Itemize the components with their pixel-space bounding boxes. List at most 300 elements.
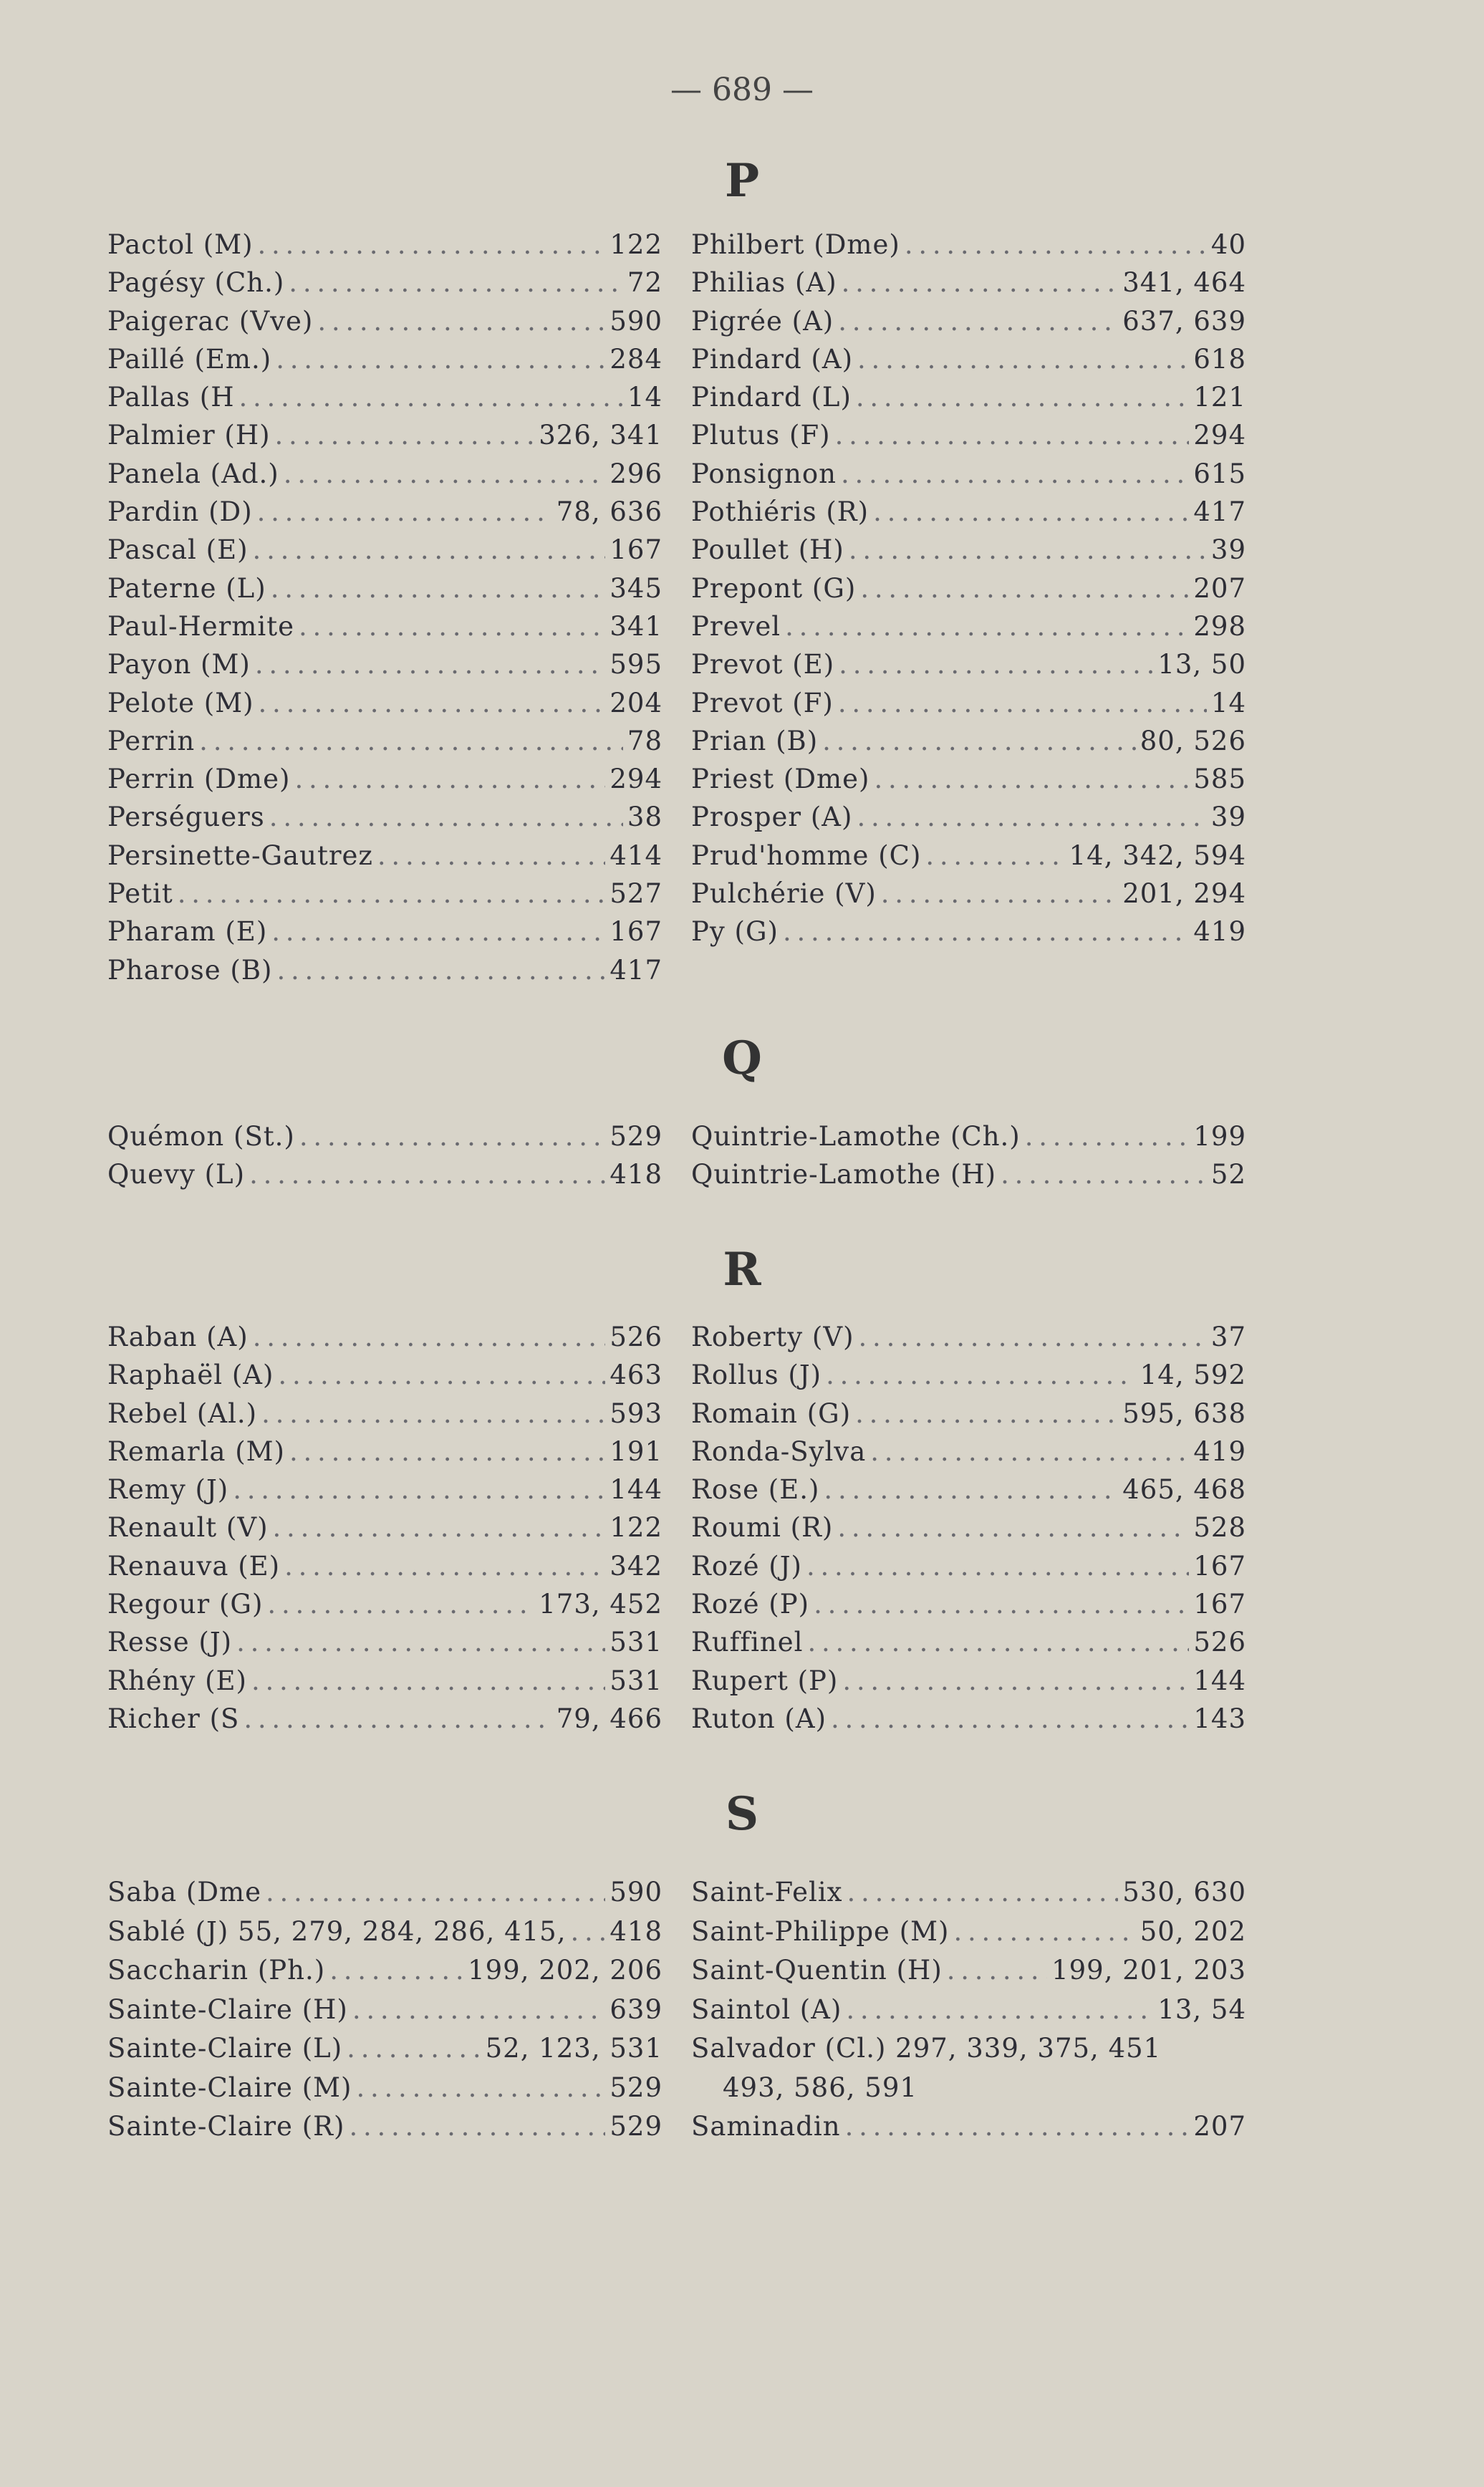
section-letter-r: R bbox=[723, 1243, 761, 1297]
index-entry bbox=[691, 458, 1246, 496]
entry-pages: 50, 202 bbox=[1140, 1915, 1246, 1947]
index-entry bbox=[691, 382, 1246, 420]
section-r bbox=[107, 1322, 1246, 1741]
leader-dots bbox=[947, 1955, 1047, 1986]
entry-pages: 618 bbox=[1193, 343, 1246, 375]
entry-name: Saint-Philippe (M) bbox=[691, 1915, 950, 1947]
entry-pages: 294 bbox=[1193, 420, 1246, 451]
entry-pages: 199, 201, 203 bbox=[1051, 1955, 1246, 1986]
leader-dots bbox=[275, 420, 535, 451]
index-entry bbox=[691, 573, 1246, 611]
leader-dots bbox=[842, 1665, 1189, 1696]
entry-pages: 39 bbox=[1210, 802, 1246, 833]
index-entry bbox=[691, 2072, 1246, 2112]
entry-pages: 167 bbox=[610, 534, 662, 566]
index-entry bbox=[691, 534, 1246, 572]
leader-dots bbox=[251, 1665, 605, 1696]
leader-dots bbox=[842, 267, 1119, 298]
entry-name: Pallas (H bbox=[107, 382, 235, 413]
section-p-left-column bbox=[107, 229, 662, 993]
entry-pages: 121 bbox=[1193, 382, 1246, 413]
entry-name: Saintol (A) bbox=[691, 1993, 842, 2025]
entry-pages: 122 bbox=[610, 1512, 662, 1544]
entry-pages: 530, 630 bbox=[1122, 1877, 1246, 1908]
leader-dots bbox=[347, 2033, 481, 2064]
leader-dots bbox=[857, 344, 1189, 375]
section-p-right-column bbox=[691, 229, 1246, 993]
index-entry bbox=[107, 534, 662, 572]
section-r-right-column bbox=[691, 1322, 1246, 1741]
leader-dots bbox=[859, 1322, 1207, 1352]
entry-name: Pardin (D) bbox=[107, 496, 253, 528]
entry-name: Palmier (H) bbox=[107, 420, 271, 451]
index-entry bbox=[107, 344, 662, 382]
leader-dots bbox=[299, 611, 605, 642]
index-entry bbox=[691, 306, 1246, 344]
entry-pages: 167 bbox=[1193, 1550, 1246, 1582]
leader-dots bbox=[1025, 1121, 1190, 1152]
leader-dots bbox=[238, 382, 622, 413]
entry-pages: 173, 452 bbox=[539, 1589, 662, 1620]
leader-dots bbox=[273, 1512, 606, 1543]
index-entry bbox=[107, 2072, 662, 2112]
entry-pages: 52, 123, 531 bbox=[485, 2033, 662, 2064]
leader-dots bbox=[267, 1589, 534, 1620]
entry-name: Prosper (A) bbox=[691, 802, 853, 833]
index-entry bbox=[107, 1474, 662, 1512]
leader-dots bbox=[284, 1551, 605, 1582]
leader-dots bbox=[785, 611, 1189, 642]
section-q-right-column bbox=[691, 1121, 1246, 1198]
leader-dots bbox=[953, 1916, 1135, 1947]
section-letter-q: Q bbox=[722, 1031, 762, 1085]
leader-dots bbox=[847, 1877, 1119, 1908]
leader-dots bbox=[261, 1398, 605, 1429]
index-entry bbox=[691, 1916, 1246, 1956]
entry-pages: 38 bbox=[627, 802, 662, 833]
entry-name: Rebel (Al.) bbox=[107, 1398, 258, 1429]
entry-name: Prevel bbox=[691, 610, 781, 642]
leader-dots bbox=[233, 1474, 605, 1505]
index-entry bbox=[691, 1322, 1246, 1360]
leader-dots bbox=[570, 1916, 605, 1947]
section-letter-p: P bbox=[724, 154, 760, 208]
entry-name: Renault (V) bbox=[107, 1512, 269, 1544]
entry-name: Philbert (Dme) bbox=[691, 229, 900, 260]
entry-name: Sablé (J) 55, 279, 284, 286, 415, bbox=[107, 1915, 567, 1947]
entry-pages: 122 bbox=[610, 229, 662, 260]
entry-name: Pindard (A) bbox=[691, 343, 854, 375]
section-s-right-column bbox=[691, 1877, 1246, 2150]
entry-pages: 531 bbox=[610, 1627, 662, 1658]
entry-name: Paillé (Em.) bbox=[107, 343, 272, 375]
index-entry bbox=[107, 458, 662, 496]
leader-dots bbox=[822, 726, 1136, 756]
entry-name: Sainte-Claire (R) bbox=[107, 2111, 345, 2142]
index-entry bbox=[691, 1436, 1246, 1474]
leader-dots bbox=[199, 726, 623, 756]
entry-name: Petit bbox=[107, 878, 173, 910]
entry-pages: 207 bbox=[1193, 572, 1246, 604]
index-entry bbox=[107, 726, 662, 764]
entry-pages: 529 bbox=[610, 2072, 662, 2103]
entry-name: Payon (M) bbox=[107, 649, 251, 680]
index-entry bbox=[107, 267, 662, 305]
entry-pages: 294 bbox=[610, 764, 662, 795]
index-entry bbox=[107, 1627, 662, 1665]
entry-name: Quevy (L) bbox=[107, 1159, 246, 1190]
entry-name: 493, 586, 591 bbox=[723, 2072, 917, 2103]
leader-dots bbox=[806, 1551, 1189, 1582]
index-entry bbox=[107, 916, 662, 954]
entry-name: Quintrie-Lamothe (H) bbox=[691, 1159, 997, 1190]
leader-dots bbox=[278, 1360, 605, 1390]
leader-dots bbox=[294, 764, 605, 794]
leader-dots bbox=[349, 2111, 605, 2142]
entry-pages: 40 bbox=[1210, 229, 1246, 260]
index-entry bbox=[107, 1665, 662, 1703]
entry-name: Renauva (E) bbox=[107, 1550, 281, 1582]
entry-pages: 414 bbox=[610, 840, 662, 871]
index-entry bbox=[107, 1512, 662, 1550]
leader-dots bbox=[826, 1360, 1136, 1390]
leader-dots bbox=[846, 1994, 1153, 2025]
index-entry bbox=[691, 1665, 1246, 1703]
index-entry bbox=[107, 1159, 662, 1197]
entry-pages: 207 bbox=[1193, 2111, 1246, 2142]
leader-dots bbox=[289, 1436, 605, 1467]
entry-name: Prevot (F) bbox=[691, 687, 834, 718]
index-entry bbox=[107, 764, 662, 802]
entry-name: Sainte-Claire (M) bbox=[107, 2072, 352, 2103]
leader-dots bbox=[269, 802, 623, 832]
index-entry bbox=[107, 878, 662, 916]
index-entry bbox=[107, 1877, 662, 1916]
entry-name: Resse (J) bbox=[107, 1627, 233, 1658]
leader-dots bbox=[178, 878, 606, 909]
index-entry bbox=[691, 1551, 1246, 1589]
leader-dots bbox=[329, 1955, 463, 1986]
entry-name: Regour (G) bbox=[107, 1589, 264, 1620]
entry-pages: 528 bbox=[1193, 1512, 1246, 1544]
index-entry bbox=[107, 802, 662, 840]
index-entry bbox=[691, 344, 1246, 382]
entry-pages: 341, 464 bbox=[1122, 267, 1246, 299]
entry-pages: 14, 592 bbox=[1140, 1360, 1246, 1391]
leader-dots bbox=[837, 1512, 1189, 1543]
leader-dots bbox=[253, 1322, 606, 1352]
leader-dots bbox=[257, 496, 552, 527]
index-entry bbox=[107, 2033, 662, 2072]
index-entry bbox=[691, 726, 1246, 764]
leader-dots bbox=[838, 306, 1118, 337]
index-entry bbox=[691, 916, 1246, 954]
entry-pages: 14 bbox=[1210, 687, 1246, 718]
entry-pages: 527 bbox=[610, 878, 662, 910]
entry-name: Plutus (F) bbox=[691, 420, 831, 451]
index-entry bbox=[107, 1703, 662, 1741]
entry-name: Poullet (H) bbox=[691, 534, 844, 566]
index-entry bbox=[691, 1512, 1246, 1550]
entry-pages: 191 bbox=[610, 1435, 662, 1467]
index-entry bbox=[107, 1551, 662, 1589]
entry-pages: 418 bbox=[610, 1915, 662, 1947]
entry-pages: 14, 342, 594 bbox=[1069, 840, 1246, 871]
index-entry bbox=[691, 1955, 1246, 1994]
entry-name: Paigerac (Vve) bbox=[107, 305, 314, 337]
index-entry bbox=[107, 955, 662, 993]
entry-name: Paterne (L) bbox=[107, 572, 266, 604]
section-q bbox=[107, 1121, 1246, 1198]
index-entry bbox=[691, 2033, 1246, 2072]
entry-name: Remy (J) bbox=[107, 1474, 229, 1506]
index-entry bbox=[107, 1436, 662, 1474]
entry-name: Sainte-Claire (L) bbox=[107, 2033, 343, 2064]
index-entry bbox=[691, 496, 1246, 534]
index-entry bbox=[691, 840, 1246, 878]
leader-dots bbox=[849, 534, 1207, 565]
index-entry bbox=[107, 496, 662, 534]
entry-name: Pigrée (A) bbox=[691, 305, 834, 337]
leader-dots bbox=[783, 916, 1189, 947]
entry-name: Rozé (P) bbox=[691, 1589, 810, 1620]
section-letter-s: S bbox=[725, 1787, 759, 1841]
index-entry bbox=[691, 420, 1246, 458]
leader-dots bbox=[841, 458, 1189, 489]
entry-pages: 37 bbox=[1210, 1322, 1246, 1352]
entry-pages: 298 bbox=[1193, 610, 1246, 642]
index-entry bbox=[691, 2111, 1246, 2150]
leader-dots bbox=[870, 1436, 1189, 1467]
section-r-left-column bbox=[107, 1322, 662, 1741]
index-entry bbox=[691, 764, 1246, 802]
entry-name: Pagésy (Ch.) bbox=[107, 267, 285, 299]
index-entry bbox=[691, 1627, 1246, 1665]
entry-name: Prud'homme (C) bbox=[691, 840, 922, 871]
entry-name: Pindard (L) bbox=[691, 382, 852, 413]
leader-dots bbox=[1001, 1159, 1207, 1190]
entry-pages: 595 bbox=[610, 649, 662, 680]
entry-pages: 637, 639 bbox=[1122, 305, 1246, 337]
leader-dots bbox=[814, 1589, 1189, 1620]
leader-dots bbox=[860, 573, 1189, 604]
page-number: — 689 — bbox=[670, 72, 814, 108]
index-entry bbox=[107, 1994, 662, 2034]
entry-pages: 39 bbox=[1210, 534, 1246, 566]
entry-pages: 417 bbox=[610, 954, 662, 986]
leader-dots bbox=[356, 2072, 605, 2103]
index-entry bbox=[691, 1589, 1246, 1627]
entry-name: Ruton (A) bbox=[691, 1703, 827, 1734]
index-entry bbox=[691, 1360, 1246, 1398]
entry-pages: 167 bbox=[610, 916, 662, 948]
leader-dots bbox=[236, 1627, 605, 1658]
entry-name: Ruffinel bbox=[691, 1627, 804, 1658]
entry-name: Quintrie-Lamothe (Ch.) bbox=[691, 1121, 1021, 1152]
index-entry bbox=[691, 649, 1246, 687]
index-entry bbox=[691, 229, 1246, 267]
section-q-left-column bbox=[107, 1121, 662, 1198]
entry-name: Rhény (E) bbox=[107, 1665, 247, 1696]
entry-name: Pelote (M) bbox=[107, 687, 254, 718]
entry-name: Saminadin bbox=[691, 2111, 841, 2142]
index-entry bbox=[691, 1398, 1246, 1436]
index-entry bbox=[691, 878, 1246, 916]
entry-name: Saba (Dme bbox=[107, 1877, 261, 1908]
entry-name: Priest (Dme) bbox=[691, 764, 870, 795]
entry-pages: 639 bbox=[610, 1993, 662, 2025]
index-entry bbox=[691, 1877, 1246, 1916]
entry-pages: 345 bbox=[610, 572, 662, 604]
entry-pages: 296 bbox=[610, 458, 662, 489]
index-entry bbox=[691, 688, 1246, 726]
entry-pages: 465, 468 bbox=[1122, 1474, 1246, 1506]
entry-pages: 14 bbox=[627, 382, 662, 413]
entry-name: Pactol (M) bbox=[107, 229, 254, 260]
leader-dots bbox=[259, 688, 606, 718]
entry-name: Ponsignon bbox=[691, 458, 837, 489]
index-entry bbox=[691, 611, 1246, 649]
entry-pages: 526 bbox=[610, 1322, 662, 1352]
index-entry bbox=[107, 611, 662, 649]
index-entry bbox=[107, 420, 662, 458]
index-entry bbox=[107, 382, 662, 420]
section-s bbox=[107, 1877, 1246, 2150]
entry-name: Prian (B) bbox=[691, 725, 819, 756]
entry-name: Pulchérie (V) bbox=[691, 878, 877, 910]
entry-name: Py (G) bbox=[691, 916, 779, 948]
leader-dots bbox=[845, 2111, 1190, 2142]
index-entry bbox=[107, 840, 662, 878]
entry-name: Prepont (G) bbox=[691, 572, 857, 604]
entry-name: Perrin bbox=[107, 725, 196, 756]
leader-dots bbox=[317, 306, 605, 337]
entry-name: Ronda-Sylva bbox=[691, 1435, 867, 1467]
leader-dots bbox=[855, 1398, 1118, 1429]
index-entry bbox=[107, 1589, 662, 1627]
leader-dots bbox=[266, 1877, 605, 1908]
entry-pages: 615 bbox=[1193, 458, 1246, 489]
leader-dots bbox=[289, 267, 623, 298]
entry-pages: 13, 50 bbox=[1157, 649, 1246, 680]
leader-dots bbox=[244, 1703, 551, 1734]
leader-dots bbox=[835, 420, 1190, 451]
entry-name: Quémon (St.) bbox=[107, 1121, 295, 1152]
index-entry bbox=[107, 649, 662, 687]
index-entry bbox=[691, 1703, 1246, 1741]
entry-pages: 199 bbox=[1193, 1121, 1246, 1152]
entry-name: Remarla (M) bbox=[107, 1435, 285, 1467]
index-entry bbox=[691, 1474, 1246, 1512]
leader-dots bbox=[856, 382, 1189, 413]
entry-name: Prevot (E) bbox=[691, 649, 835, 680]
index-entry bbox=[107, 1916, 662, 1956]
leader-dots bbox=[925, 840, 1064, 871]
entry-pages: 284 bbox=[610, 343, 662, 375]
leader-dots bbox=[881, 878, 1118, 909]
index-entry bbox=[107, 1121, 662, 1159]
entry-name: Salvador (Cl.) 297, 339, 375, 451 bbox=[691, 2033, 1162, 2064]
entry-pages: 167 bbox=[1193, 1589, 1246, 1620]
leader-dots bbox=[255, 649, 606, 680]
leader-dots bbox=[276, 344, 605, 375]
entry-pages: 595, 638 bbox=[1122, 1398, 1246, 1429]
entry-name: Saint-Felix bbox=[691, 1877, 843, 1908]
entry-pages: 418 bbox=[610, 1159, 662, 1190]
entry-pages: 417 bbox=[1193, 496, 1246, 528]
leader-dots bbox=[873, 496, 1189, 527]
leader-dots bbox=[874, 764, 1189, 794]
entry-pages: 463 bbox=[610, 1360, 662, 1391]
entry-pages: 529 bbox=[610, 2111, 662, 2142]
entry-name: Pothiéris (R) bbox=[691, 496, 869, 528]
entry-pages: 52 bbox=[1210, 1159, 1246, 1190]
index-entry bbox=[107, 1322, 662, 1360]
entry-pages: 204 bbox=[610, 687, 662, 718]
entry-pages: 79, 466 bbox=[556, 1703, 662, 1734]
entry-pages: 585 bbox=[1193, 764, 1246, 795]
section-p bbox=[107, 229, 1246, 993]
entry-name: Roberty (V) bbox=[691, 1322, 854, 1352]
entry-pages: 144 bbox=[610, 1474, 662, 1506]
index-entry bbox=[691, 1994, 1246, 2034]
section-s-left-column bbox=[107, 1877, 662, 2150]
entry-pages: 531 bbox=[610, 1665, 662, 1696]
entry-pages: 590 bbox=[610, 305, 662, 337]
index-entry bbox=[107, 573, 662, 611]
entry-name: Rollus (J) bbox=[691, 1360, 822, 1391]
leader-dots bbox=[352, 1994, 606, 2025]
leader-dots bbox=[249, 1159, 605, 1190]
index-entry bbox=[691, 1121, 1246, 1159]
leader-dots bbox=[276, 955, 605, 986]
leader-dots bbox=[284, 458, 606, 489]
index-entry bbox=[107, 306, 662, 344]
entry-pages: 326, 341 bbox=[539, 420, 662, 451]
leader-dots bbox=[839, 649, 1153, 680]
index-entry bbox=[107, 1360, 662, 1398]
leader-dots bbox=[271, 573, 606, 604]
entry-pages: 593 bbox=[610, 1398, 662, 1429]
entry-pages: 526 bbox=[1193, 1627, 1246, 1658]
entry-name: Richer (S bbox=[107, 1703, 240, 1734]
entry-name: Perséguers bbox=[107, 802, 265, 833]
leader-dots bbox=[905, 229, 1207, 260]
entry-name: Paul-Hermite bbox=[107, 610, 294, 642]
entry-pages: 13, 54 bbox=[1157, 1993, 1246, 2025]
entry-name: Pharose (B) bbox=[107, 954, 273, 986]
leader-dots bbox=[807, 1627, 1189, 1658]
entry-name: Raphaël (A) bbox=[107, 1360, 274, 1391]
index-entry bbox=[107, 1955, 662, 1994]
leader-dots bbox=[271, 916, 605, 947]
index-entry bbox=[691, 802, 1246, 840]
entry-pages: 80, 526 bbox=[1140, 725, 1246, 756]
entry-name: Pharam (E) bbox=[107, 916, 268, 948]
leader-dots bbox=[838, 688, 1207, 718]
entry-name: Pascal (E) bbox=[107, 534, 249, 566]
entry-pages: 342 bbox=[610, 1550, 662, 1582]
entry-pages: 529 bbox=[610, 1121, 662, 1152]
entry-pages: 78, 636 bbox=[556, 496, 662, 528]
index-entry bbox=[107, 1398, 662, 1436]
index-entry bbox=[107, 229, 662, 267]
entry-name: Perrin (Dme) bbox=[107, 764, 291, 795]
entry-pages: 341 bbox=[610, 610, 662, 642]
index-entry bbox=[107, 688, 662, 726]
leader-dots bbox=[831, 1703, 1189, 1734]
leader-dots bbox=[857, 802, 1206, 832]
